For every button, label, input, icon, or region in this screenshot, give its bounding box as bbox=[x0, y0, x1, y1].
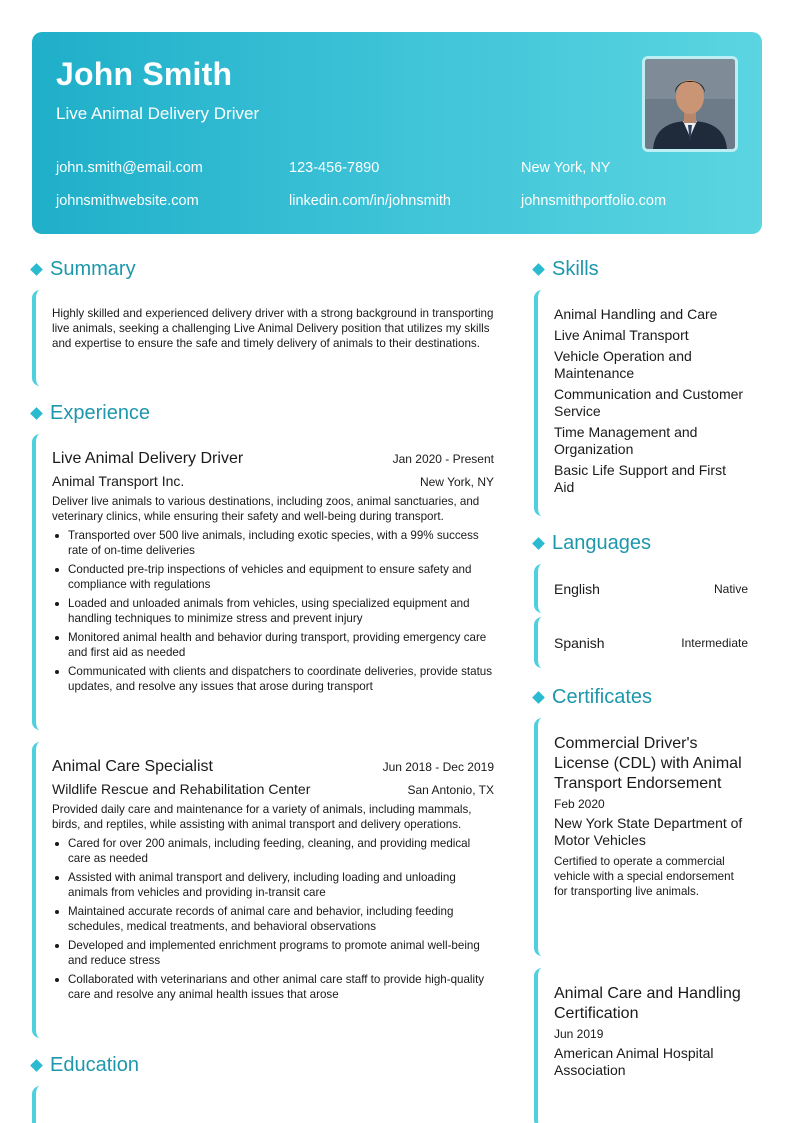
certificate-issuer: American Animal Hospital Association bbox=[554, 1045, 714, 1078]
job-dates: Jun 2018 - Dec 2019 bbox=[382, 760, 494, 774]
skill-item: Communication and Customer Service bbox=[554, 386, 744, 419]
section-title-education bbox=[30, 1054, 139, 1077]
job-company: Wildlife Rescue and Rehabilitation Center bbox=[52, 781, 311, 797]
language-name: Spanish bbox=[554, 634, 605, 651]
language-level: Intermediate bbox=[681, 635, 748, 650]
resume-header bbox=[32, 32, 762, 234]
list-item: Transported over 500 live animals, including exotic species, with a 99% success rate of on-time deliveries bbox=[52, 528, 494, 558]
diamond-icon bbox=[30, 263, 43, 276]
list-item: Assisted with animal transport and delivery, including loading and unloading animals from vehicles and providing in-transit care bbox=[52, 870, 494, 900]
section-title-skills bbox=[532, 258, 599, 281]
list-item: Conducted pre-trip inspections of vehicles and equipment to ensure safety and compliance with regulations bbox=[52, 562, 494, 592]
contact-linkedin[interactable]: linkedin.com/in/johnsmith bbox=[289, 193, 451, 209]
job-dates: Jan 2020 - Present bbox=[392, 452, 494, 466]
section-title-summary bbox=[30, 258, 136, 281]
experience-entry bbox=[32, 434, 494, 730]
list-item: Communicated with clients and dispatchers to coordinate deliveries, provide status updates, and resolve any issues that arose during transport bbox=[52, 664, 494, 694]
certificate-entry bbox=[534, 718, 748, 956]
language-item bbox=[534, 564, 748, 613]
job-location: San Antonio, TX bbox=[407, 783, 494, 797]
certificate-name: Commercial Driver's License (CDL) with Animal Transport Endorsement bbox=[554, 735, 742, 792]
language-name: English bbox=[554, 580, 600, 597]
language-item bbox=[534, 617, 748, 668]
section-title-experience bbox=[30, 402, 150, 425]
diamond-icon bbox=[532, 537, 545, 550]
diamond-icon bbox=[532, 263, 545, 276]
job-company: Animal Transport Inc. bbox=[52, 473, 185, 489]
skills-block bbox=[534, 290, 748, 516]
job-description: Deliver live animals to various destinations, including zoos, animal sanctuaries, and veterinary clinics, while ensuring their safety and well-being during transport. bbox=[52, 495, 480, 523]
section-label: Experience bbox=[50, 402, 151, 424]
list-item: Collaborated with veterinarians and other animal care staff to provide high-quality care and resolve any animal health issues that arose bbox=[52, 972, 494, 1002]
education-block bbox=[32, 1086, 494, 1123]
section-title-certificates bbox=[532, 686, 652, 709]
section-title-languages bbox=[532, 532, 651, 555]
section-label: Education bbox=[50, 1054, 139, 1076]
certificate-name: Animal Care and Handling Certification bbox=[554, 985, 741, 1022]
job-description: Provided daily care and maintenance for a variety of animals, including mammals, birds, and reptiles, while assisting with animal transport and delivery operations. bbox=[52, 803, 472, 831]
job-bullets bbox=[52, 836, 494, 1002]
skill-item: Vehicle Operation and Maintenance bbox=[554, 348, 692, 381]
certificate-description: Certified to operate a commercial vehicle with a special endorsement for transporting live animals. bbox=[554, 855, 734, 898]
list-item: Cared for over 200 animals, including feeding, cleaning, and providing medical care as needed bbox=[52, 836, 494, 866]
experience-entry bbox=[32, 742, 494, 1038]
certificate-issuer: New York State Department of Motor Vehicles bbox=[554, 815, 743, 848]
job-title: Animal Care Specialist bbox=[52, 758, 213, 775]
list-item: Developed and implemented enrichment programs to promote animal well-being and reduce stress bbox=[52, 938, 494, 968]
contact-portfolio[interactable]: johnsmithportfolio.com bbox=[521, 193, 667, 209]
list-item: Loaded and unloaded animals from vehicles, using specialized equipment and handling techniques to minimize stress and prevent injury bbox=[52, 596, 494, 626]
language-level: Native bbox=[713, 581, 748, 596]
section-label: Certificates bbox=[552, 686, 653, 708]
list-item: Maintained accurate records of animal care and behavior, including feeding schedules, medical treatments, and behavioral observations bbox=[52, 904, 494, 934]
skill-item: Live Animal Transport bbox=[554, 327, 689, 343]
skill-item: Basic Life Support and First Aid bbox=[554, 462, 726, 495]
summary-block bbox=[32, 290, 494, 386]
certificate-entry bbox=[534, 968, 748, 1123]
diamond-icon bbox=[532, 691, 545, 704]
candidate-name: John Smith bbox=[56, 56, 233, 92]
skill-item: Time Management and Organization bbox=[554, 424, 698, 457]
job-bullets bbox=[52, 528, 494, 694]
contact-location: New York, NY bbox=[521, 160, 611, 176]
diamond-icon bbox=[30, 1059, 43, 1072]
contact-website[interactable]: johnsmithwebsite.com bbox=[56, 193, 199, 209]
job-location: New York, NY bbox=[419, 475, 494, 489]
profile-photo-image bbox=[645, 59, 735, 149]
diamond-icon bbox=[30, 407, 43, 420]
skill-item: Animal Handling and Care bbox=[554, 306, 718, 322]
section-label: Languages bbox=[552, 532, 651, 554]
candidate-title: Live Animal Delivery Driver bbox=[56, 104, 260, 123]
job-title: Live Animal Delivery Driver bbox=[52, 450, 244, 467]
contact-phone[interactable]: 123-456-7890 bbox=[289, 160, 380, 176]
list-item: Monitored animal health and behavior during transport, providing emergency care and first aid as needed bbox=[52, 630, 494, 660]
summary-text: Highly skilled and experienced delivery driver with a strong background in transporting live animals, seeking a challenging Live Animal Delivery position that utilizes my skills and expertise to ensure the safe and timely delivery of animals to their destinations. bbox=[52, 307, 494, 350]
section-label: Skills bbox=[552, 258, 599, 280]
profile-photo bbox=[642, 56, 738, 152]
contact-email[interactable]: john.smith@email.com bbox=[56, 160, 203, 176]
section-label: Summary bbox=[50, 258, 136, 280]
certificate-date: Feb 2020 bbox=[554, 797, 605, 811]
certificate-date: Jun 2019 bbox=[554, 1027, 604, 1041]
